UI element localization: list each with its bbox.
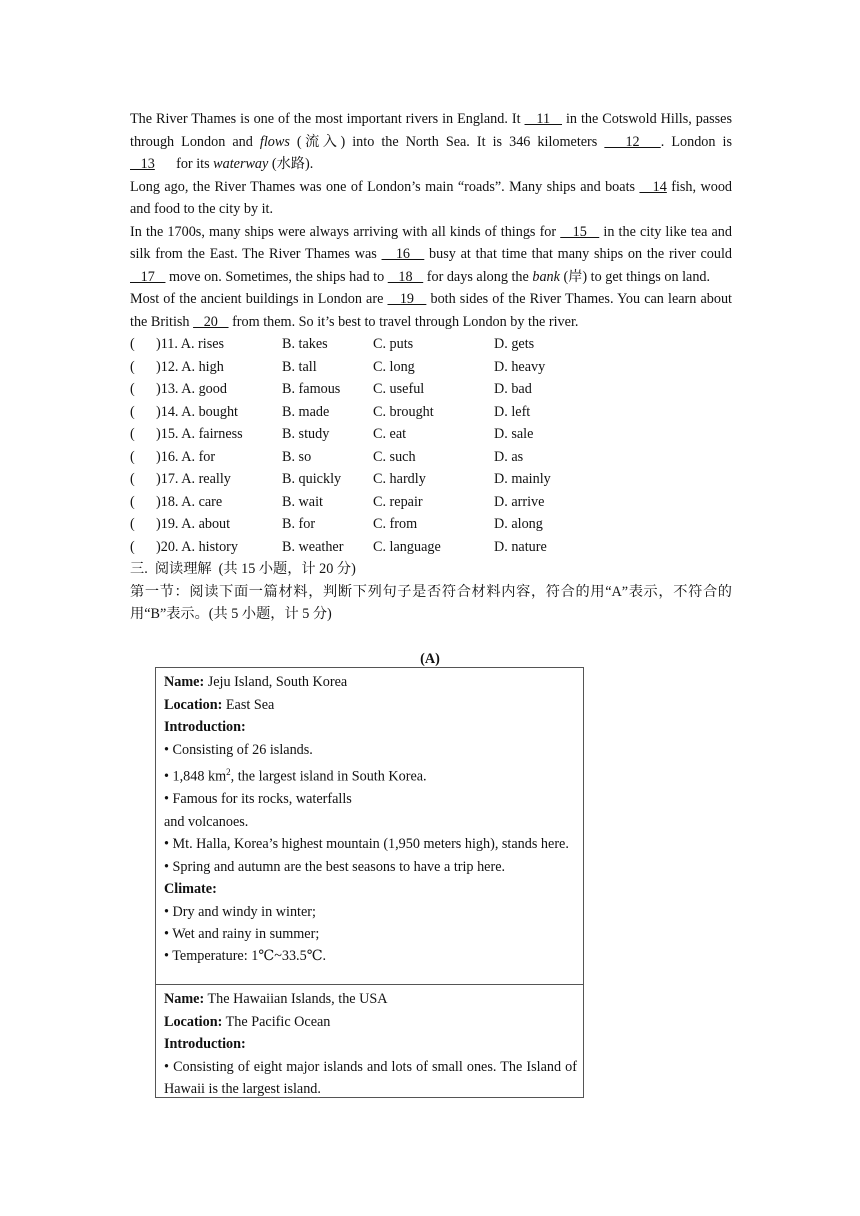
- intro-label-text: Introduction:: [164, 719, 246, 735]
- text: both sides of the River Thames. You can learn about the British: [130, 291, 732, 330]
- option-d: D. gets: [494, 336, 535, 352]
- text: move on. Sometimes, the ships had to: [165, 268, 388, 285]
- question-number: ( )20. A. history: [130, 538, 238, 555]
- italic-word: waterway: [213, 156, 269, 172]
- blank-11: 11: [524, 111, 562, 127]
- option-c: C. hardly: [373, 471, 426, 487]
- blank-20: 20: [193, 313, 229, 330]
- option-b: B. study: [282, 426, 330, 442]
- option-b: B. made: [282, 403, 330, 420]
- question-number: ( )18. A. care: [130, 493, 223, 510]
- option-b: B. so: [282, 448, 312, 465]
- option-row: [130, 423, 732, 446]
- text: Long ago, the River Thames was one of London’s main “roads”. Many ships and boats: [130, 178, 640, 195]
- option-b: B. quickly: [282, 471, 342, 487]
- option-c: C. long: [373, 358, 415, 375]
- option-b: B. for: [282, 516, 316, 532]
- text: • 1,848 km: [164, 768, 227, 785]
- text: In the 1700s, many ships were always arriving with all kinds of things for: [130, 223, 561, 240]
- option-b: B. famous: [282, 381, 341, 397]
- text: (水路).: [268, 156, 314, 172]
- option-d: D. nature: [494, 538, 547, 555]
- bullet-item-continued: and volcanoes.: [164, 813, 249, 830]
- text: (岸) to get things on land.: [559, 268, 711, 285]
- location-label: Location:: [164, 696, 223, 713]
- name-label: Name:: [164, 991, 205, 1007]
- options-list: [130, 333, 732, 558]
- passage-paragraph-1: [130, 108, 732, 176]
- option-row: [130, 333, 732, 356]
- section-heading: 三. 阅读理解 (共 15 小题，计 20 分): [130, 561, 356, 577]
- option-row: [130, 401, 732, 424]
- section-instruction: 第一节：阅读下面一篇材料，判断下列句子是否符合材料内容，符合的用“A”表示，不符合的用“B”表示。(共 5 小题，计 5 分): [130, 583, 732, 622]
- option-row: [130, 378, 732, 401]
- option-c: C. repair: [373, 493, 423, 510]
- question-number: ( )11. A. rises: [130, 336, 225, 352]
- climate-label: [164, 878, 577, 901]
- blank-17: 17: [130, 268, 166, 285]
- passage-paragraph-3: [130, 221, 732, 289]
- text: for days along the: [423, 268, 533, 285]
- option-b: B. takes: [282, 336, 328, 352]
- question-number: ( )15. A. fairness: [130, 426, 243, 442]
- document-page: [130, 108, 732, 626]
- question-number: ( )16. A. for: [130, 448, 216, 465]
- text: The River Thames is one of the most important rivers in England. It: [130, 111, 525, 127]
- question-number: ( )12. A. high: [130, 358, 224, 375]
- italic-word: bank: [532, 268, 560, 285]
- passage-paragraph-4: [130, 288, 732, 333]
- text: from them. So it’s best to travel through London by the river.: [228, 313, 579, 330]
- option-c: C. useful: [373, 381, 425, 397]
- option-d: D. bad: [494, 381, 532, 397]
- passage-paragraph-2: [130, 176, 732, 221]
- passage-title: (A): [420, 651, 440, 667]
- intro-label: [164, 716, 577, 739]
- option-b: B. wait: [282, 493, 323, 510]
- text: for its: [154, 156, 214, 172]
- text: . London is: [660, 133, 732, 150]
- question-number: ( )19. A. about: [130, 516, 231, 532]
- name-label: Name:: [164, 674, 205, 690]
- name-value: The Hawaiian Islands, the USA: [204, 991, 388, 1007]
- climate-label-text: Climate:: [164, 881, 217, 898]
- bullet-item: • Consisting of eight major islands and lots of small ones. The Island of Hawaii is the largest island.: [164, 1058, 577, 1097]
- location-label: Location:: [164, 1013, 223, 1030]
- blank-14: 14: [639, 178, 667, 195]
- intro-label-text: Introduction:: [164, 1036, 246, 1052]
- option-d: D. left: [494, 403, 531, 420]
- question-number: ( )13. A. good: [130, 381, 227, 397]
- italic-word: flows: [259, 133, 290, 150]
- text: in the Cotswold Hills, passes through London and: [130, 111, 732, 150]
- option-c: C. eat: [373, 426, 407, 442]
- text: fish, wood and food to the city by it.: [130, 178, 733, 217]
- name-line: [164, 988, 577, 1011]
- blank-18: 18: [387, 268, 424, 285]
- option-row: [130, 356, 732, 379]
- option-b: B. tall: [282, 358, 317, 375]
- text: in the city like tea and silk from the East. The River Thames was: [130, 223, 732, 262]
- option-d: D. as: [494, 448, 524, 465]
- name-line: [164, 671, 577, 694]
- location-value: East Sea: [222, 696, 275, 713]
- option-d: D. arrive: [494, 493, 545, 510]
- text: Most of the ancient buildings in London are: [130, 291, 388, 307]
- location-value: The Pacific Ocean: [222, 1013, 331, 1030]
- option-c: C. language: [373, 538, 441, 555]
- option-d: D. mainly: [494, 471, 551, 487]
- bullet-item: [164, 761, 577, 788]
- option-d: D. sale: [494, 426, 534, 442]
- location-line: [164, 694, 577, 717]
- blank-13: 13: [130, 156, 155, 172]
- option-c: C. puts: [373, 336, 414, 352]
- question-number: ( )17. A. really: [130, 471, 231, 487]
- bullet-item: • Wet and rainy in summer;: [164, 926, 320, 943]
- bullet-item: • Dry and windy in winter;: [164, 903, 316, 920]
- bullet-item: • Famous for its rocks, waterfalls: [164, 791, 352, 808]
- option-d: D. heavy: [494, 358, 546, 375]
- blank-15: 15: [560, 223, 600, 240]
- option-c: C. such: [373, 448, 416, 465]
- blank-19: 19: [387, 291, 427, 307]
- bullet-item: • Mt. Halla, Korea’s highest mountain (1,950 meters high), stands here.: [164, 836, 569, 853]
- blank-16: 16: [381, 246, 425, 262]
- option-row: [130, 468, 732, 491]
- option-row: [130, 491, 732, 514]
- option-row: [130, 536, 732, 559]
- option-c: C. brought: [373, 403, 434, 420]
- question-number: ( )14. A. bought: [130, 403, 238, 420]
- option-row: [130, 446, 732, 469]
- option-b: B. weather: [282, 538, 344, 555]
- bullet-item: • Spring and autumn are the best seasons to have a trip here.: [164, 858, 506, 875]
- bullet-item: • Temperature: 1℃~33.5℃.: [164, 947, 327, 964]
- blank-12: 12: [604, 133, 661, 150]
- location-line: [164, 1011, 577, 1034]
- jeju-info-box: [155, 667, 584, 985]
- text: , the largest island in South Korea.: [230, 768, 427, 785]
- intro-label: [164, 1033, 577, 1056]
- text: busy at that time that many ships on the river could: [424, 246, 733, 262]
- option-d: D. along: [494, 516, 543, 532]
- hawaii-info-box: [155, 984, 584, 1098]
- option-c: C. from: [373, 516, 418, 532]
- superscript: 2: [226, 767, 231, 777]
- text: (流入) into the North Sea. It is 346 kilometers: [289, 133, 605, 150]
- option-row: [130, 513, 732, 536]
- name-value: Jeju Island, South Korea: [204, 674, 348, 690]
- bullet-item: • Consisting of 26 islands.: [164, 741, 313, 758]
